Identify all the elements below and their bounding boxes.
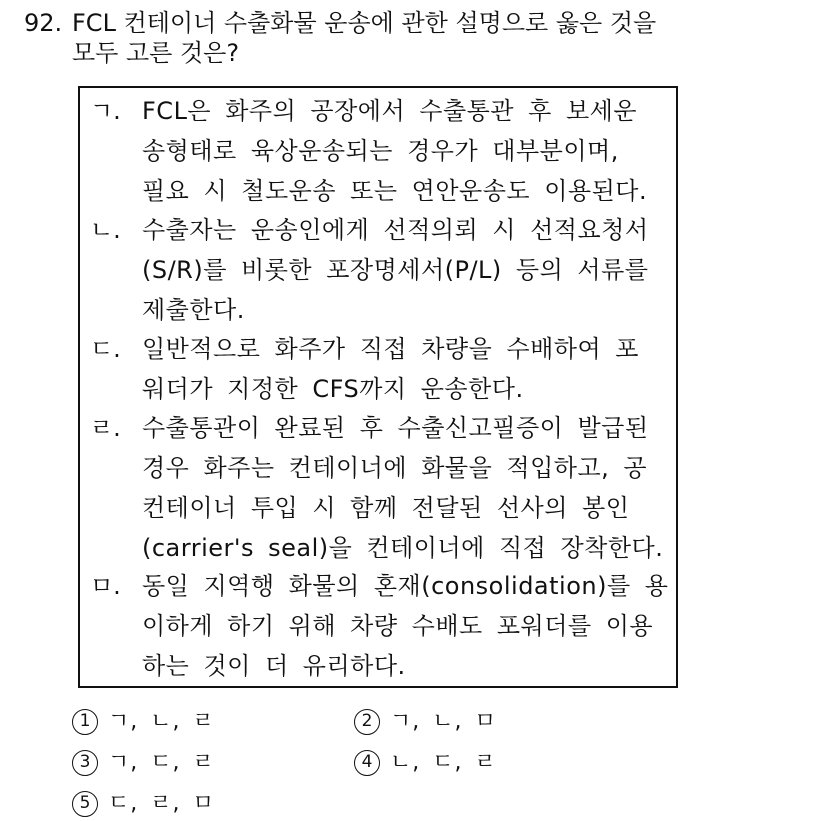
statement-line: (S/R)를 비롯한 포장명세서(P/L) 등의 서류를 (142, 256, 649, 284)
answer-option-5[interactable] (72, 789, 215, 819)
option-text: ㄱ, ㄴ, ㄹ (108, 709, 215, 734)
question-stem-line: 모두 고른 것은? (72, 39, 240, 67)
statement-marker: ㄷ. (90, 335, 121, 363)
statement-line: 송형태로 육상운송되는 경우가 대부분이며, (142, 137, 619, 165)
answer-option-2[interactable] (354, 707, 497, 737)
answer-option-4[interactable] (354, 748, 497, 778)
answer-option-3[interactable] (72, 748, 215, 778)
statement-marker: ㄱ. (90, 97, 121, 125)
statement-line: 수출통관이 완료된 후 수출신고필증이 발급된 (142, 414, 649, 442)
option-text: ㄱ, ㄷ, ㄹ (108, 750, 215, 775)
statement-line: (carrier's seal)을 컨테이너에 직접 장착한다. (142, 534, 664, 562)
statement-line: FCL은 화주의 공장에서 수출통관 후 보세운 (142, 97, 638, 125)
question-stem-line: FCL 컨테이너 수출화물 운송에 관한 설명으로 옳은 것을 (72, 9, 657, 37)
answer-option-1[interactable] (72, 707, 215, 737)
statement-line: 이하게 하기 위해 차량 수배도 포워더를 이용 (142, 612, 654, 640)
statement-line: 필요 시 철도운송 또는 연안운송도 이용된다. (142, 177, 648, 205)
statement-line: 동일 지역행 화물의 혼재(consolidation)를 용 (142, 572, 669, 600)
statement-box (78, 86, 678, 688)
question-number: 92. (24, 9, 63, 37)
option-number-circle: 3 (72, 750, 98, 776)
statement-marker: ㅁ. (90, 572, 121, 600)
statement-line: 수출자는 운송인에게 선적의뢰 시 선적요청서 (142, 216, 649, 244)
question-stem (72, 8, 812, 68)
statement-line: 하는 것이 더 유리하다. (142, 652, 406, 680)
statement-marker: ㄴ. (90, 216, 121, 244)
option-text: ㄴ, ㄷ, ㄹ (390, 750, 497, 775)
option-number-circle: 1 (72, 709, 98, 735)
statement-line: 경우 화주는 컨테이너에 화물을 적입하고, 공 (142, 454, 648, 482)
statement-text (142, 329, 672, 409)
statement-text (142, 566, 672, 686)
statement-text (142, 210, 672, 330)
statement-line: 워더가 지정한 CFS까지 운송한다. (142, 375, 524, 403)
option-text: ㄷ, ㄹ, ㅁ (108, 791, 215, 816)
option-number-circle: 4 (354, 750, 380, 776)
option-text: ㄱ, ㄴ, ㅁ (390, 709, 497, 734)
option-number-circle: 2 (354, 709, 380, 735)
statement-text (142, 408, 672, 568)
option-number-circle: 5 (72, 791, 98, 817)
statement-line: 일반적으로 화주가 직접 차량을 수배하여 포 (142, 335, 639, 363)
statement-line: 제출한다. (142, 296, 245, 324)
statement-text (142, 91, 672, 211)
statement-marker: ㄹ. (90, 414, 121, 442)
statement-line: 컨테이너 투입 시 함께 전달된 선사의 봉인 (142, 494, 630, 522)
